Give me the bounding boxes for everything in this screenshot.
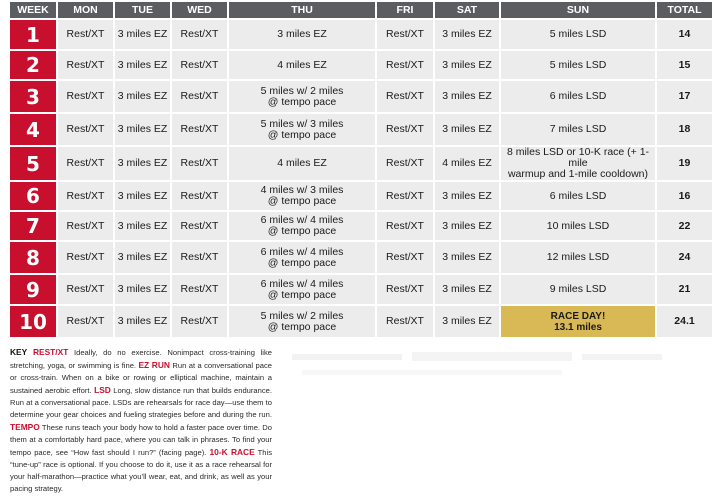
thu-cell-line: 4 miles w/ 3 miles (260, 184, 344, 196)
col-header-thu: THU (229, 2, 375, 18)
wed-cell: Rest/XT (172, 242, 227, 273)
sat-cell: 3 miles EZ (435, 114, 499, 145)
sun-cell (501, 81, 655, 112)
fri-cell: Rest/XT (377, 147, 433, 180)
thu-cell (229, 114, 375, 145)
thu-cell-line: @ tempo pace (267, 195, 337, 207)
wed-cell: Rest/XT (172, 51, 227, 79)
sat-cell: 3 miles EZ (435, 20, 499, 49)
sat-cell: 4 miles EZ (435, 147, 499, 180)
week-row (10, 212, 712, 240)
wed-cell: Rest/XT (172, 182, 227, 210)
thu-cell-line: 5 miles w/ 2 miles (260, 309, 344, 322)
mon-cell: Rest/XT (58, 81, 113, 112)
key-definition: Long, slow distance run that builds endurance. Run at a conversational pace. LSDs are rehearsals for race day—use them to determine your gear choices and fueling strategies before and during the run. (10, 386, 272, 419)
total-cell: 21 (657, 275, 712, 304)
sat-cell: 3 miles EZ (435, 182, 499, 210)
sun-cell-line: 10 miles LSD (546, 219, 610, 232)
col-header-mon: MON (58, 2, 113, 18)
wed-cell: Rest/XT (172, 212, 227, 240)
tue-cell: 3 miles EZ (115, 212, 170, 240)
week-row (10, 242, 712, 273)
week-number: 4 (10, 114, 56, 145)
total-cell: 22 (657, 212, 712, 240)
sat-cell: 3 miles EZ (435, 212, 499, 240)
thu-cell-line: @ tempo pace (267, 95, 337, 108)
tue-cell: 3 miles EZ (115, 182, 170, 210)
fri-cell: Rest/XT (377, 20, 433, 49)
total-cell: 18 (657, 114, 712, 145)
tue-cell: 3 miles EZ (115, 51, 170, 79)
week-number: 1 (10, 20, 56, 49)
key-term: EZ RUN (138, 360, 170, 370)
thu-cell-line: @ tempo pace (267, 320, 337, 333)
thu-cell (229, 182, 375, 210)
key-heading: KEY (10, 347, 33, 357)
week-row (10, 114, 712, 145)
training-plan-table (8, 0, 714, 339)
key-term: LSD (94, 385, 111, 395)
thu-cell-line: @ tempo pace (267, 288, 337, 301)
week-row (10, 51, 712, 79)
sun-cell (501, 182, 655, 210)
thu-cell (229, 306, 375, 337)
week-number: 8 (10, 242, 56, 273)
thu-cell-line: 5 miles w/ 2 miles (260, 84, 344, 97)
sat-cell: 3 miles EZ (435, 81, 499, 112)
mon-cell: Rest/XT (58, 275, 113, 304)
week-number: 6 (10, 182, 56, 210)
week-row (10, 147, 712, 180)
thu-cell-line: @ tempo pace (267, 225, 337, 237)
thu-cell-line: 6 miles w/ 4 miles (260, 245, 344, 258)
sun-cell-line: 7 miles LSD (549, 123, 607, 135)
week-number: 3 (10, 81, 56, 112)
key-definition: This “tune-up” race is optional. If you choose to do it, use it as a race rehearsal for your half-marathon—practice what you’ll wear, eat, and drink, as well as your pacing strategy. (10, 448, 272, 493)
week-number: 7 (10, 212, 56, 240)
thu-cell (229, 20, 375, 49)
week-row (10, 275, 712, 304)
total-cell: 24 (657, 242, 712, 273)
tue-cell: 3 miles EZ (115, 114, 170, 145)
week-number: 9 (10, 275, 56, 304)
key-definition: Run at a conversational pace or cross-train. When on a bike or rowing or elliptical machine, maintain a sustained aerobic effort. (10, 361, 272, 395)
sun-cell (501, 51, 655, 79)
week-number: 2 (10, 51, 56, 79)
fri-cell: Rest/XT (377, 114, 433, 145)
training-plan (8, 0, 702, 339)
wed-cell: Rest/XT (172, 20, 227, 49)
sun-cell (501, 306, 655, 337)
thu-cell-line: 4 miles EZ (277, 58, 327, 71)
thu-cell-line: 4 miles EZ (277, 157, 327, 169)
total-cell: 16 (657, 182, 712, 210)
fri-cell: Rest/XT (377, 182, 433, 210)
sun-cell (501, 20, 655, 49)
mon-cell: Rest/XT (58, 212, 113, 240)
tue-cell: 3 miles EZ (115, 306, 170, 337)
key-definition: These runs teach your body how to hold a faster pace over time. Do them at a comfortably hard pace, where you can talk in phrases. To find your tempo pace, see “How fast should I run?” (facing page). (10, 423, 272, 457)
fri-cell: Rest/XT (377, 81, 433, 112)
mon-cell: Rest/XT (58, 20, 113, 49)
wed-cell: Rest/XT (172, 147, 227, 180)
sat-cell: 3 miles EZ (435, 306, 499, 337)
fri-cell: Rest/XT (377, 242, 433, 273)
col-header-wed: WED (172, 2, 227, 18)
key-term: REST/XT (32, 347, 69, 357)
col-header-tue: TUE (115, 2, 170, 18)
sun-cell-line: RACE DAY! (550, 310, 606, 322)
mon-cell: Rest/XT (58, 182, 113, 210)
col-header-total: TOTAL (657, 2, 712, 18)
sun-cell (501, 242, 655, 273)
thu-cell (229, 275, 375, 304)
fri-cell: Rest/XT (377, 51, 433, 79)
thu-cell (229, 147, 375, 180)
week-number: 5 (10, 147, 56, 180)
mon-cell: Rest/XT (58, 51, 113, 79)
fri-cell: Rest/XT (377, 275, 433, 304)
sat-cell: 3 miles EZ (435, 275, 499, 304)
mon-cell: Rest/XT (58, 306, 113, 337)
sun-cell-line: 6 miles LSD (549, 90, 607, 102)
sun-cell-line: 6 miles LSD (549, 189, 607, 202)
wed-cell: Rest/XT (172, 81, 227, 112)
week-row (10, 20, 712, 49)
mon-cell: Rest/XT (58, 242, 113, 273)
sun-cell (501, 212, 655, 240)
mon-cell: Rest/XT (58, 114, 113, 145)
col-header-sat: SAT (435, 2, 499, 18)
thu-cell (229, 51, 375, 79)
sun-cell-line: 12 miles LSD (546, 251, 610, 263)
total-cell: 24.1 (657, 306, 712, 337)
thu-cell (229, 212, 375, 240)
tue-cell: 3 miles EZ (115, 275, 170, 304)
col-header-sun: SUN (501, 2, 655, 18)
thu-cell-line: 3 miles EZ (277, 28, 327, 40)
total-cell: 15 (657, 51, 712, 79)
tue-cell: 3 miles EZ (115, 147, 170, 180)
total-cell: 17 (657, 81, 712, 112)
mon-cell: Rest/XT (58, 147, 113, 180)
sun-cell-line: 13.1 miles (554, 321, 602, 333)
thu-cell (229, 242, 375, 273)
sun-cell (501, 114, 655, 145)
sun-cell-line: warmup and 1-mile cooldown) (507, 168, 649, 180)
thu-cell-line: 6 miles w/ 4 miles (260, 277, 344, 290)
tue-cell: 3 miles EZ (115, 81, 170, 112)
sun-cell-line: 9 miles LSD (549, 283, 607, 295)
thu-cell-line: 5 miles w/ 3 miles (260, 117, 344, 130)
week-row (10, 81, 712, 112)
thu-cell-line: @ tempo pace (267, 128, 337, 141)
header-row (10, 2, 712, 18)
week-row (10, 182, 712, 210)
week-number: 10 (10, 306, 56, 337)
thu-cell (229, 81, 375, 112)
wed-cell: Rest/XT (172, 114, 227, 145)
sun-cell-line: 5 miles LSD (549, 58, 607, 71)
sat-cell: 3 miles EZ (435, 242, 499, 273)
sun-cell-line: 8 miles LSD or 10-K race (+ 1-mile (506, 146, 650, 169)
tue-cell: 3 miles EZ (115, 242, 170, 273)
col-header-fri: FRI (377, 2, 433, 18)
sun-cell (501, 147, 655, 180)
thu-cell-line: @ tempo pace (267, 256, 337, 269)
key-definition: Ideally, do no exercise. Nonimpact cross-training like stretching, yoga, or swimming is fine. (10, 348, 272, 370)
week-row (10, 306, 712, 337)
fri-cell: Rest/XT (377, 306, 433, 337)
sun-cell-line: 5 miles LSD (549, 28, 607, 40)
wed-cell: Rest/XT (172, 275, 227, 304)
total-cell: 19 (657, 147, 712, 180)
key-term: 10-K RACE (209, 447, 255, 457)
thu-cell-line: 6 miles w/ 4 miles (260, 214, 344, 226)
plan-body (10, 20, 712, 337)
key-term: TEMPO (10, 422, 40, 432)
faint-facing-page-bleed (282, 348, 674, 498)
fri-cell: Rest/XT (377, 212, 433, 240)
wed-cell: Rest/XT (172, 306, 227, 337)
tue-cell: 3 miles EZ (115, 20, 170, 49)
key-legend (10, 346, 272, 495)
total-cell: 14 (657, 20, 712, 49)
sat-cell: 3 miles EZ (435, 51, 499, 79)
col-header-week: WEEK (10, 2, 56, 18)
sun-cell (501, 275, 655, 304)
